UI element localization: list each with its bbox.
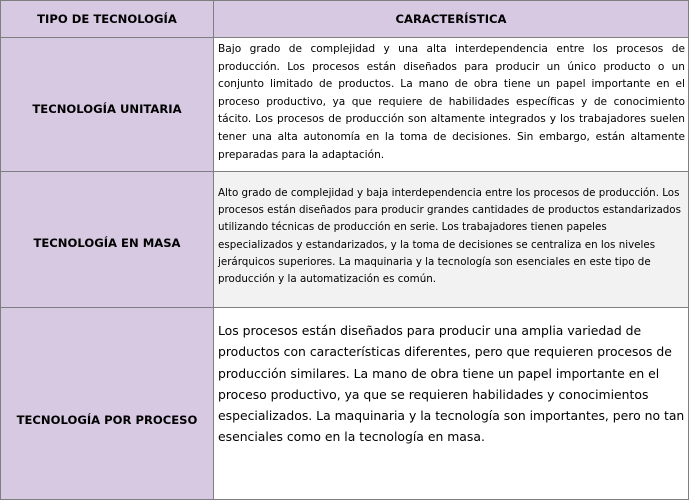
column-header-characteristic: CARACTERÍSTICA	[214, 1, 689, 38]
characteristic-cell: Bajo grado de complejidad y una alta interdependencia entre los procesos de producción. Los procesos están diseñados para producir un único producto o un conjunto limitado de productos. La mano de obra tiene un papel importante en el proceso productivo, ya que requiere de habilidades específicas y de conocimiento tácito. Los procesos de producción son altamente integrados y los trabajadores suelen tener una alta autonomía en la toma de decisiones. Sin embargo, están altamente preparadas para la adaptación.	[214, 38, 689, 172]
column-header-type: TIPO DE TECNOLOGÍA	[1, 1, 214, 38]
characteristic-cell: Alto grado de complejidad y baja interdependencia entre los procesos de producción. Los procesos están diseñados para producir grandes cantidades de productos estandarizados utilizando técnicas de producción en serie. Los trabajadores tienen papeles especializados y estandarizados, y la toma de decisiones se centraliza en los niveles jerárquicos superiores. La maquinaria y la tecnología son esenciales en este tipo de producción y la automatización es común.	[214, 172, 689, 308]
technology-type-cell: TECNOLOGÍA UNITARIA	[1, 38, 214, 172]
technology-type-cell: TECNOLOGÍA POR PROCESO	[1, 308, 214, 500]
characteristic-cell: Los procesos están diseñados para producir una amplia variedad de productos con características diferentes, pero que requieren procesos de producción similares. La mano de obra tiene un papel importante en el proceso productivo, ya que se requieren habilidades y conocimientos especializados. La maquinaria y la tecnología son importantes, pero no tan esenciales como en la tecnología en masa.	[214, 308, 689, 500]
table-row	[1, 308, 689, 500]
table-header-row	[1, 1, 689, 38]
table-row	[1, 38, 689, 172]
table-row	[1, 172, 689, 308]
technology-type-cell: TECNOLOGÍA EN MASA	[1, 172, 214, 308]
